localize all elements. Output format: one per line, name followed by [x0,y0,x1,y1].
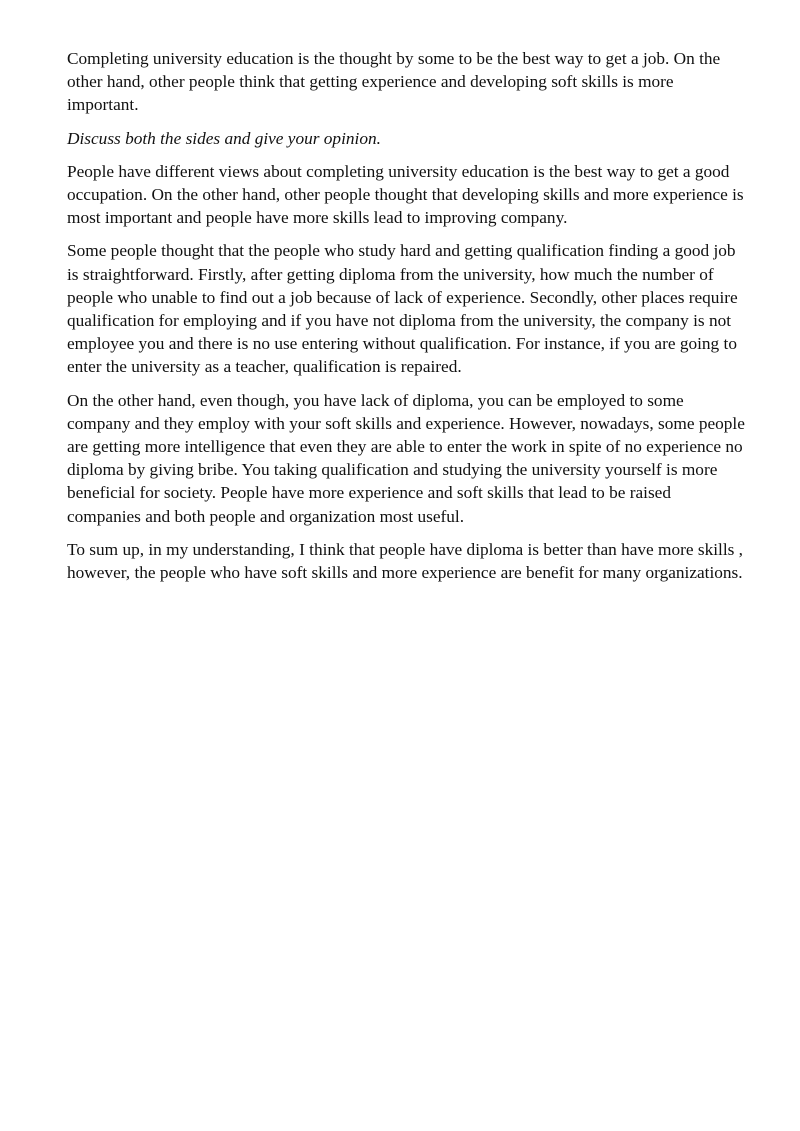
essay-paragraph-introduction: People have different views about completing university education is the best way to get a good occupation. On the other hand, other people thought that developing skills and more experience is most important and people have more skills lead to improving company. [67,161,744,228]
document-page [67,47,747,594]
prompt-instruction: Discuss both the sides and give your opinion. [67,128,381,148]
prompt-statement: Completing university education is the thought by some to be the best way to get a job. On the other hand, other people think that getting experience and developing soft skills is more important. [67,49,721,115]
essay-paragraph-body-1: Some people thought that the people who study hard and getting qualification finding a good job is straightforward. Firstly, after getting diploma from the university, how much the number of people who unable to find out a job because of lack of experience. Secondly, other places require qualification for employing and if you have not diploma from the university, the company is not employee you and there is no use entering without qualification. For instance, if you are going to enter the university as a teacher, qualification is repaired. [67,241,738,377]
essay-paragraph-body-2: On the other hand, even though, you have lack of diploma, you can be employed to some company and they employ with your soft skills and experience. However, nowadays, some people are getting more intelligence that even they are able to enter the work in spite of no experience no diploma by giving bribe. You taking qualification and studying the university yourself is more beneficial for society. People have more experience and soft skills that lead to be raised companies and both people and organization most useful. [67,390,745,526]
essay-paragraph-conclusion: To sum up, in my understanding, I think that people have diploma is better than have more skills , however, the people who have soft skills and more experience are benefit for many organizations. [67,539,743,583]
